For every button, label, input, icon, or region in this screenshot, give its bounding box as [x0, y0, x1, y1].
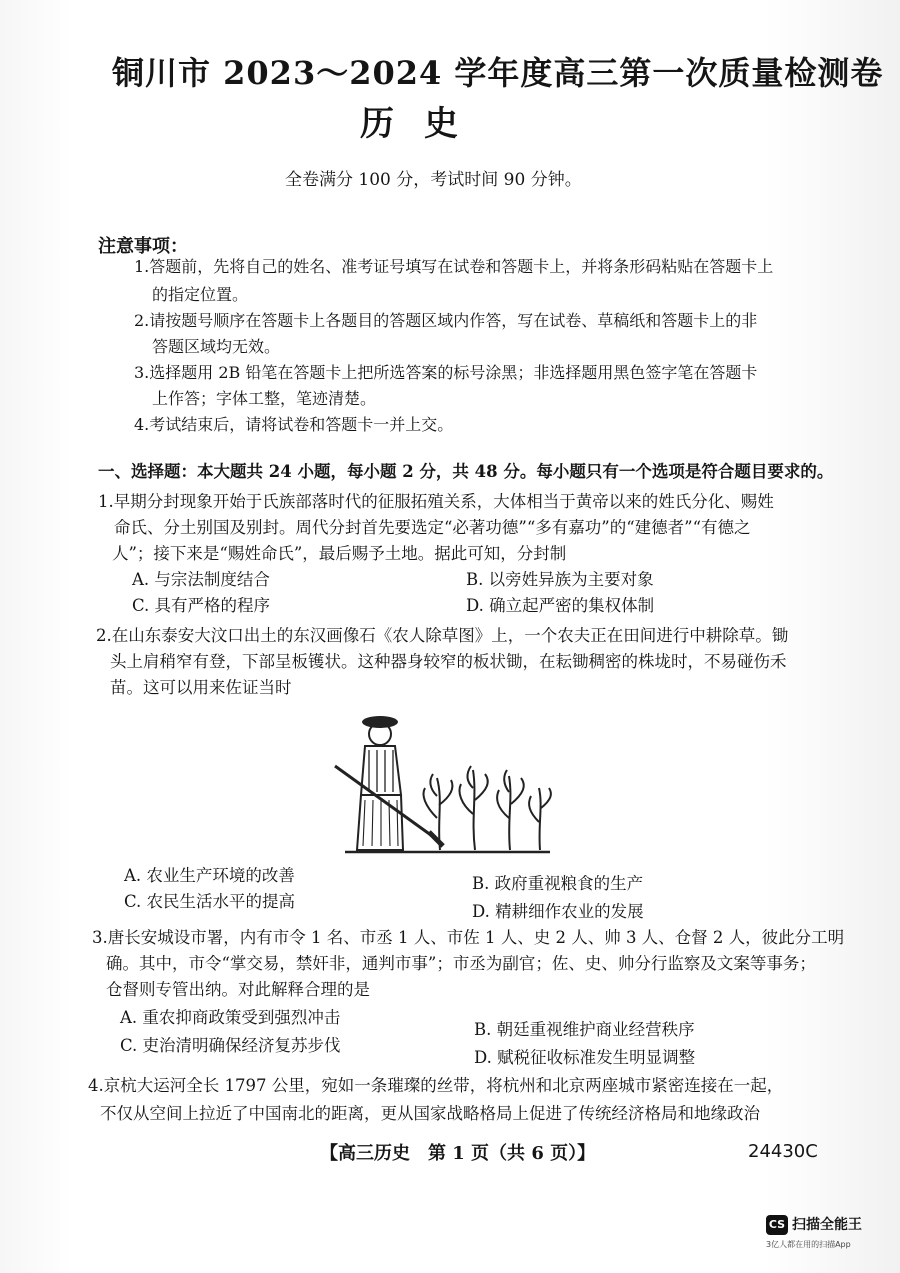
question-line: 苗。这可以用来佐证当时: [110, 678, 292, 697]
question-line: 1.早期分封现象开始于氏族部落时代的征服拓殖关系，大体相当于黄帝以来的姓氏分化、赐姓: [98, 492, 774, 511]
notice-item: 2.请按题号顺序在答题卡上各题目的答题区域内作答，写在试卷、草稿纸和答题卡上的非: [134, 311, 758, 330]
option-d: D. 赋税征收标准发生明显调整: [474, 1048, 696, 1067]
scanner-watermark: [766, 1213, 886, 1253]
question-line: 头上肩稍窄有登，下部呈板镬状。这种器身较窄的板状锄，在耘锄稠密的株垅时，不易碰伤禾: [110, 652, 787, 671]
option-b: B. 朝廷重视维护商业经营秩序: [474, 1020, 695, 1039]
section-heading: 一、选择题：本大题共 24 小题，每小题 2 分，共 48 分。每小题只有一个选项是符合题目要求的。: [98, 462, 834, 481]
question-line: 3.唐长安城设市署，内有市令 1 名、市丞 1 人、市佐 1 人、史 2 人、帅 3 人、仓督 2 人，彼此分工明: [92, 928, 845, 947]
option-d: D. 精耕细作农业的发展: [472, 902, 644, 921]
question-line: 2.在山东泰安大汶口出土的东汉画像石《农人除草图》上，一个农夫正在田间进行中耕除草。锄: [96, 626, 789, 645]
question-line: 仓督则专管出纳。对此解释合理的是: [106, 980, 370, 999]
option-b: B. 以旁姓异族为主要对象: [466, 570, 654, 589]
paper-code: 24430C: [748, 1141, 818, 1162]
exam-subtitle: 全卷满分 100 分，考试时间 90 分钟。: [285, 170, 582, 190]
exam-title: 铜川市 2023～2024 学年度高三第一次质量检测卷: [112, 54, 884, 92]
notice-item-cont: 的指定位置。: [152, 285, 249, 304]
option-a: A. 重农抑商政策受到强烈冲击: [120, 1008, 341, 1027]
watermark-tagline: 3亿人都在用的扫描App: [766, 1240, 851, 1249]
notice-item-cont: 上作答；字体工整，笔迹清楚。: [152, 389, 377, 408]
option-c: C. 吏治清明确保经济复苏步伐: [120, 1036, 341, 1055]
question-line: 4.京杭大运河全长 1797 公里，宛如一条璀璨的丝带，将杭州和北京两座城市紧密连接在一起，: [88, 1076, 784, 1095]
question-line: 不仅从空间上拉近了中国南北的距离，更从国家战略格局上促进了传统经济格局和地缘政治: [100, 1104, 760, 1123]
question-line: 人”；接下来是“赐姓命氏”，最后赐予土地。据此可知，分封制: [112, 544, 567, 563]
subject-title: 历史: [360, 104, 488, 144]
option-a: A. 与宗法制度结合: [132, 570, 270, 589]
notice-item-cont: 答题区域均无效。: [152, 337, 281, 356]
option-b: B. 政府重视粮食的生产: [472, 874, 644, 893]
question-line: 确。其中，市令“掌交易，禁奸非，通判市事”；市丞为副官；佐、史、帅分行监察及文案等事务；: [106, 954, 816, 973]
option-c: C. 农民生活水平的提高: [124, 892, 296, 911]
page-footer: 【高三历史 第 1 页（共 6 页）】: [320, 1143, 596, 1164]
farmer-weeding-relief-image: [325, 700, 560, 860]
option-d: D. 确立起严密的集权体制: [466, 596, 655, 615]
notice-heading: 注意事项：: [98, 236, 188, 257]
notice-item: 3.选择题用 2B 铅笔在答题卡上把所选答案的标号涂黑；非选择题用黑色签字笔在答题卡: [134, 363, 758, 382]
option-a: A. 农业生产环境的改善: [124, 866, 295, 885]
camscanner-logo-icon: CS: [766, 1215, 788, 1235]
watermark-name: 扫描全能王: [792, 1217, 862, 1233]
notice-item: 4.考试结束后，请将试卷和答题卡一并上交。: [134, 415, 454, 434]
option-c: C. 具有严格的程序: [132, 596, 271, 615]
notice-item: 1.答题前，先将自己的姓名、准考证号填写在试卷和答题卡上，并将条形码粘贴在答题卡上: [134, 257, 774, 276]
question-line: 命氏、分土别国及别封。周代分封首先要选定“必著功德”“多有嘉功”的“建德者”“有德之: [114, 518, 751, 537]
